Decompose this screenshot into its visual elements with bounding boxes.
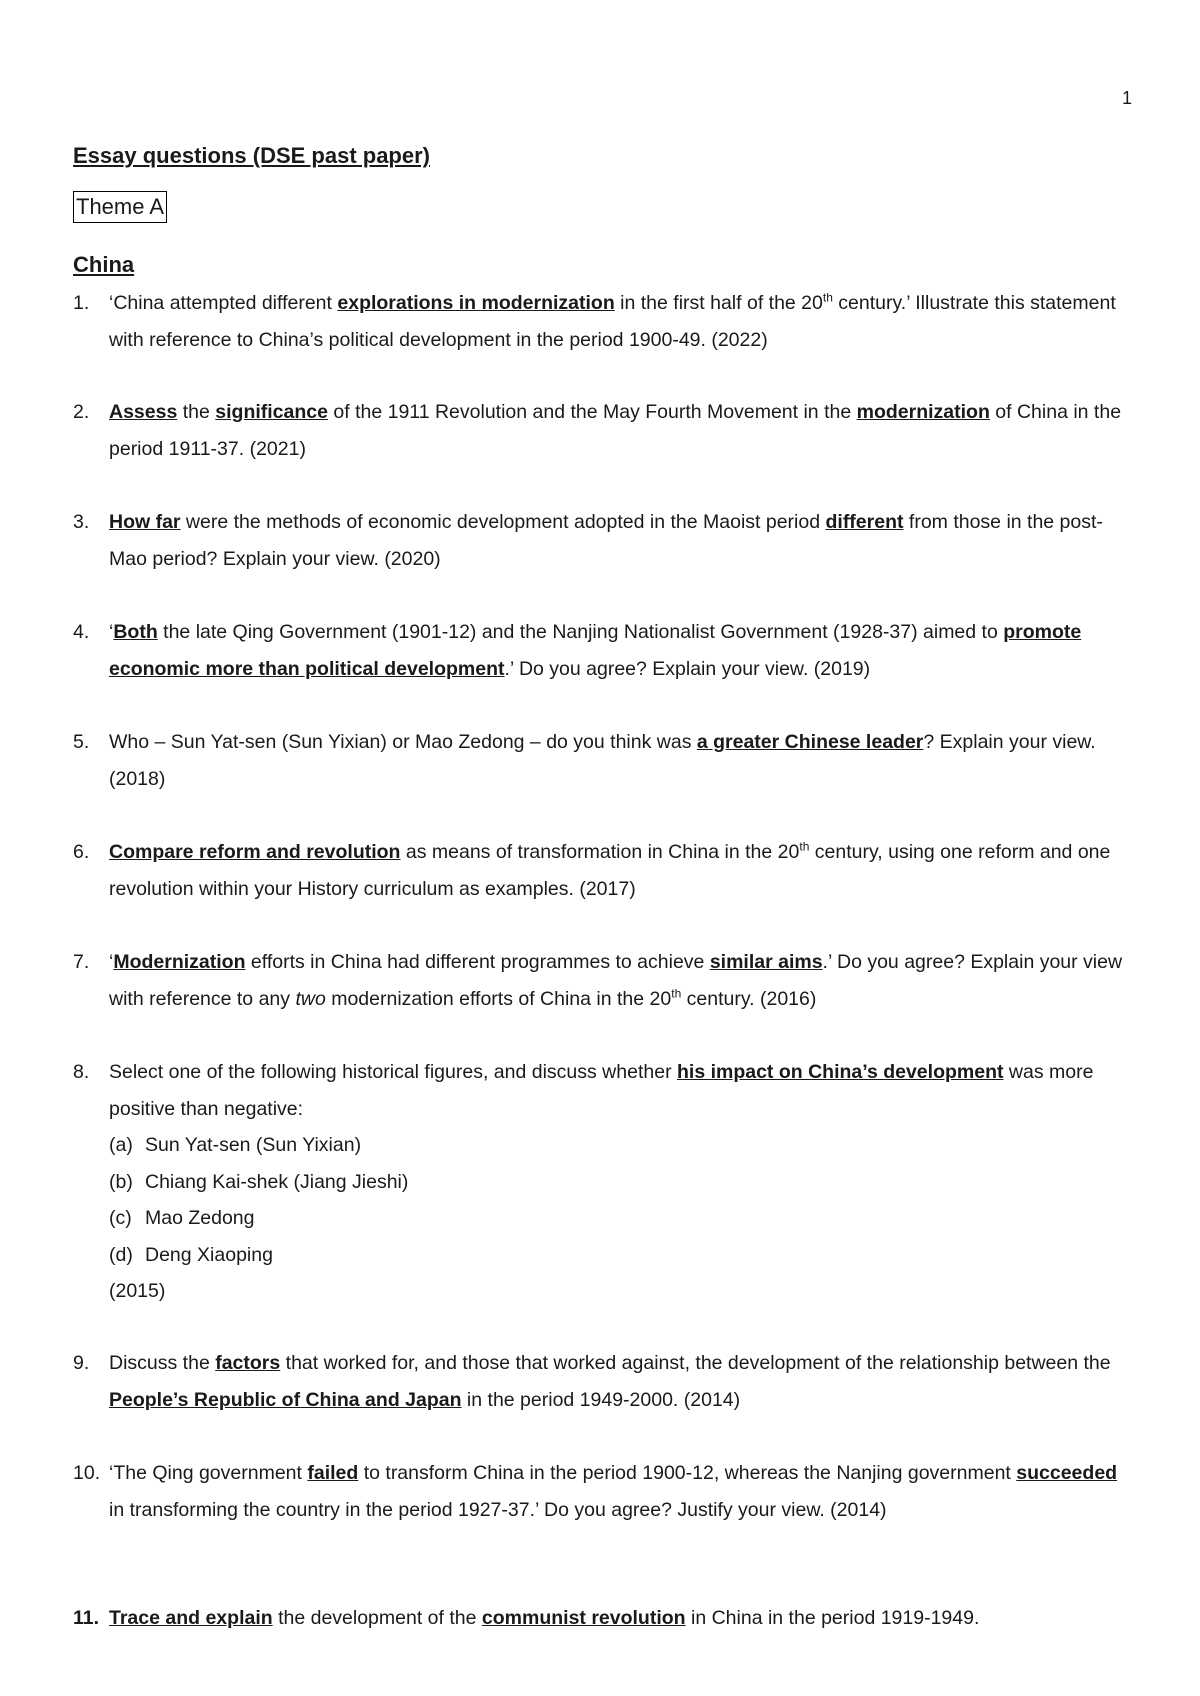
question-7	[73, 944, 1136, 1017]
keyword: Assess	[109, 401, 178, 423]
option-item: (b) Chiang Kai-shek (Jiang Jieshi)	[109, 1170, 409, 1193]
question-9	[73, 1345, 1136, 1418]
option-item: (d) Deng Xiaoping	[109, 1243, 273, 1266]
option-item: (c) Mao Zedong	[109, 1207, 255, 1229]
question-text: Select one of the following historical figures, and discuss whether his impact on China’s development was more positive than negative: (a) Sun Yat-sen (Sun Yixian) (b) Chiang Kai-shek (Jiang Jieshi) (c) Mao Zedong (d) Deng Xiaoping (2015)	[109, 1054, 1136, 1310]
question-year: (2015)	[109, 1280, 166, 1302]
question-text: ‘Modernization efforts in China had different programmes to achieve similar aims.’ Do you agree? Explain your view with reference to any two modernization efforts of China in the 20th century. (2016)	[109, 951, 1123, 1010]
keyword: promote economic more than political development	[109, 621, 1082, 680]
question-number: 1.	[73, 292, 90, 314]
keyword: People’s Republic of China and Japan	[109, 1388, 462, 1411]
question-10	[73, 1455, 1136, 1528]
question-text: How far were the methods of economic development adopted in the Maoist period different from those in the post-Mao period? Explain your view. (2020)	[109, 511, 1103, 570]
question-number: 3.	[73, 511, 90, 533]
question-text: Who – Sun Yat-sen (Sun Yixian) or Mao Zedong – do you think was a greater Chinese leader? Explain your view. (2018)	[109, 731, 1096, 790]
question-2	[73, 394, 1136, 467]
keyword: significance	[215, 401, 328, 423]
keyword: succeeded	[1016, 1462, 1118, 1484]
question-text: ‘The Qing government failed to transform China in the period 1900-12, whereas the Nanjing government succeeded in transforming the country in the period 1927-37.’ Do you agree? Justify your view. (2014)	[109, 1462, 1118, 1521]
question-text: ‘China attempted different explorations in modernization in the first half of the 20th century.’ Illustrate this statement with reference to China’s political development in the period 1900-49. (2022)	[109, 290, 1116, 351]
question-11	[73, 1600, 1136, 1637]
question-8	[73, 1054, 1136, 1310]
keyword: communist revolution	[481, 1607, 686, 1629]
question-1	[73, 285, 1136, 358]
question-number: 4.	[73, 621, 90, 643]
section-title: China	[73, 252, 135, 277]
keyword: Both	[113, 621, 158, 643]
keyword: his impact on China’s development	[676, 1061, 1004, 1083]
keyword: similar aims	[709, 951, 823, 973]
question-number: 6.	[73, 841, 90, 863]
question-text: ‘Both the late Qing Government (1901-12) and the Nanjing Nationalist Government (1928-37) aimed to promote economic more than political development.’ Do you agree? Explain your view. (2019)	[109, 621, 1082, 680]
question-text: Trace and explain the development of the communist revolution in China in the period 1919-1949.	[109, 1607, 980, 1629]
question-number: 2.	[73, 401, 90, 423]
keyword: failed	[307, 1462, 359, 1484]
keyword: Trace and explain	[109, 1607, 273, 1629]
keyword: different	[825, 511, 904, 533]
theme-label-box: Theme A	[73, 191, 167, 223]
document-title: Essay questions (DSE past paper)	[73, 143, 430, 168]
question-5	[73, 724, 1136, 797]
keyword: Compare reform and revolution	[109, 841, 401, 863]
keyword: How far	[109, 511, 181, 533]
page-number: 1	[1122, 88, 1133, 108]
keyword: factors	[215, 1352, 281, 1374]
question-6	[73, 834, 1136, 907]
question-number: 5.	[73, 731, 90, 753]
question-4	[73, 614, 1136, 687]
question-number: 11.	[73, 1607, 100, 1629]
keyword: Modernization	[113, 951, 246, 973]
keyword: a greater Chinese leader	[696, 731, 924, 753]
question-text: Discuss the factors that worked for, and those that worked against, the development of the relationship between the People’s Republic of China and Japan in the period 1949-2000. (2014)	[109, 1352, 1111, 1411]
question-number: 7.	[73, 951, 90, 973]
question-text: Compare reform and revolution as means of transformation in China in the 20th century, using one reform and one revolution within your History curriculum as examples. (2017)	[109, 839, 1111, 900]
question-3	[73, 504, 1136, 577]
question-number: 8.	[73, 1061, 90, 1083]
question-number: 9.	[73, 1352, 90, 1374]
keyword: explorations in modernization	[337, 292, 615, 314]
question-number: 10.	[73, 1462, 101, 1484]
question-text: Assess the significance of the 1911 Revolution and the May Fourth Movement in the modernization of China in the period 1911-37. (2021)	[109, 401, 1122, 460]
keyword: modernization	[856, 401, 990, 423]
option-item: (a) Sun Yat-sen (Sun Yixian)	[109, 1134, 362, 1156]
